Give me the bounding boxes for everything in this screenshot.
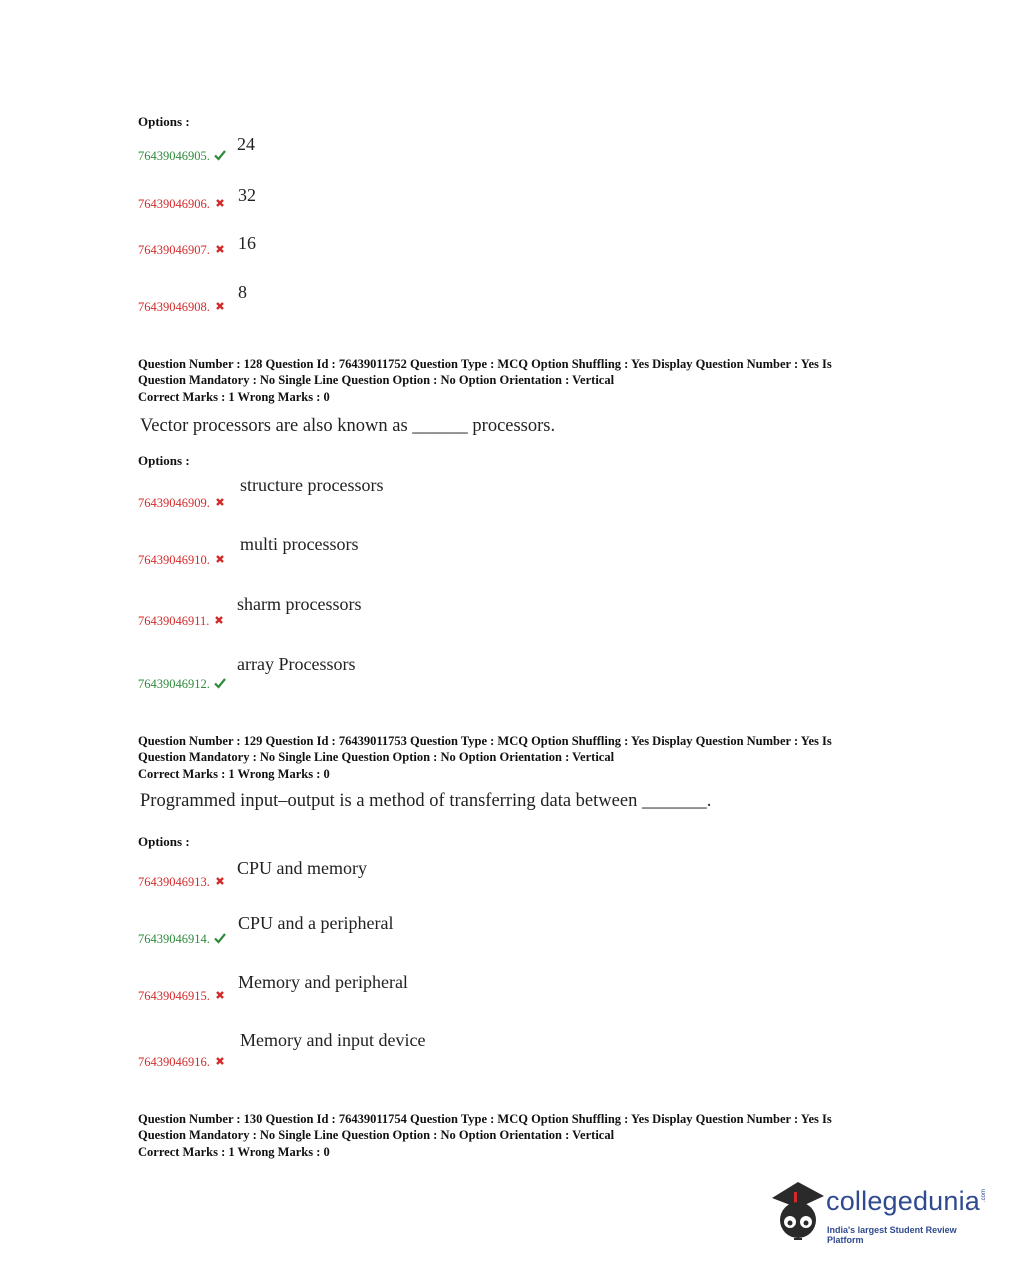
option-text: CPU and a peripheral [238,913,394,933]
check-icon [214,677,226,689]
option-id: 76439046913. [138,875,226,890]
question-meta-128 [138,357,898,406]
options-label: Options : [138,834,190,849]
option-text: Memory and peripheral [238,972,408,992]
cross-icon [214,989,226,1001]
option-text: sharm processors [237,594,362,614]
option-id: 76439046912. [138,677,226,692]
question-text-128: Vector processors are also known as ______ processors. [140,416,556,436]
meta-line: Question Mandatory : No Single Line Question Option : No Option Orientation : Vertical [138,749,615,764]
meta-line: Question Mandatory : No Single Line Question Option : No Option Orientation : Vertical [138,372,615,387]
mascot-icon [768,1178,826,1248]
option-id: 76439046905. [138,149,226,164]
option-text: 16 [238,233,256,253]
logo-wordmark: collegedunia [826,1186,981,1216]
logo-suffix: .com [981,1188,987,1202]
option-id: 76439046915. [138,989,226,1004]
marks-line: Correct Marks : 1 Wrong Marks : 0 [138,767,330,781]
cross-icon [214,496,226,508]
cross-icon [214,875,226,887]
meta-line: Question Number : 129 Question Id : 76439011753 Question Type : MCQ Option Shuffling : Yes Display Question Number : Yes Is [138,734,832,748]
collegedunia-logo [768,1178,993,1248]
option-text: array Processors [237,654,356,674]
option-id: 76439046911. [138,614,225,629]
cross-icon [214,1055,226,1067]
marks-line: Correct Marks : 1 Wrong Marks : 0 [138,1145,330,1159]
options-label: Options : [138,453,190,468]
cross-icon [214,553,226,565]
question-text-129: Programmed input–output is a method of transferring data between _______. [140,791,712,811]
question-meta-129 [138,734,898,783]
meta-line: Question Mandatory : No Single Line Question Option : No Option Orientation : Vertical [138,1127,615,1142]
logo-tagline: India's largest Student Review Platform [827,1225,957,1245]
option-text: structure processors [240,475,384,495]
option-text: Memory and input device [240,1030,426,1050]
cross-icon [214,243,226,255]
cross-icon [214,197,226,209]
cross-icon [214,300,226,312]
meta-line: Question Number : 128 Question Id : 76439011752 Question Type : MCQ Option Shuffling : Yes Display Question Number : Yes Is [138,357,832,371]
meta-line: Question Number : 130 Question Id : 76439011754 Question Type : MCQ Option Shuffling : Yes Display Question Number : Yes Is [138,1112,832,1126]
option-id: 76439046916. [138,1055,226,1070]
option-id: 76439046908. [138,300,226,315]
option-id: 76439046907. [138,243,226,258]
question-meta-130 [138,1112,898,1161]
option-id: 76439046910. [138,553,226,568]
option-id: 76439046914. [138,932,226,947]
option-text: 24 [237,134,255,154]
option-id: 76439046906. [138,197,226,212]
option-id: 76439046909. [138,496,226,511]
cross-icon [213,614,225,626]
option-text: 8 [238,282,247,302]
marks-line: Correct Marks : 1 Wrong Marks : 0 [138,390,330,404]
check-icon [214,149,226,161]
option-text: 32 [238,185,256,205]
option-text: CPU and memory [237,858,367,878]
options-label: Options : [138,114,190,129]
option-text: multi processors [240,534,359,554]
check-icon [214,932,226,944]
